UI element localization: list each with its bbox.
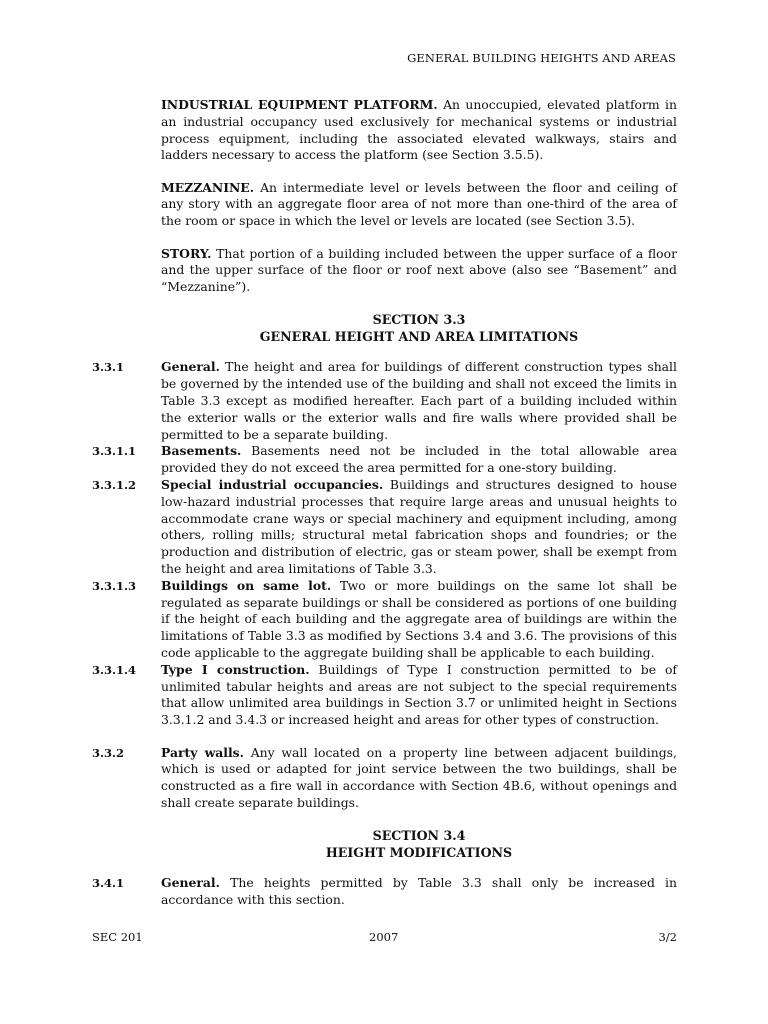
section-title: GENERAL HEIGHT AND AREA LIMITATIONS	[259, 329, 579, 345]
clause-text: The height and area for buildings of different construction types shall be governed by the intended use of the building and shall not exceed the limits in Table 3.3 except as modified hereafter. Each part of a building included within the exterior walls or the exterior walls and fire walls where provided shall be permitted to be a separate building.	[161, 359, 677, 442]
clause-title: Special industrial occupancies.	[161, 477, 384, 493]
clause-text: Two or more buildings on the same lot shall be regulated as separate buildings or shall be considered as portions of one building if the height of each building and the aggregate area of buildings are within the limitations of Table 3.3 as modified by Sections 3.4 and 3.6. The provisions of this code applicable to the aggregate building shall be applicable to each building.	[161, 577, 677, 661]
definition-term: STORY.	[161, 245, 212, 261]
clause-body	[161, 443, 677, 477]
clause-3-3-1-4	[92, 662, 677, 729]
clause-text: Basements need not be included in the total allowable area provided they do not exceed the area permitted for a one-story building.	[161, 443, 677, 476]
clause-title: Basements.	[161, 443, 242, 459]
clause-title: Party walls.	[161, 744, 244, 760]
clause-title: General.	[161, 359, 220, 375]
definition-text: An intermediate level or levels between the floor and ceiling of any story with an aggregate floor area of not more than one-third of the area of the room or space in which the level or levels are located (see Section 3.5).	[161, 179, 677, 229]
page-content	[92, 97, 677, 909]
clause-text: Any wall located on a property line between adjacent buildings, which is used or adapted for joint service between the two buildings, shall be constructed as a fire wall in accordance with Section 4B.6, without openings and shall create separate buildings.	[161, 744, 677, 810]
clause-body	[161, 745, 677, 812]
clause-number: 3.3.2	[92, 745, 125, 760]
clause-text: The heights permitted by Table 3.3 shall only be increased in accordance with this section.	[161, 875, 677, 907]
definition-industrial-equipment-platform	[161, 97, 677, 164]
clause-number: 3.3.1.1	[92, 444, 137, 459]
footer-code-reference: SEC 201	[92, 930, 143, 944]
section-3-4-heading	[92, 827, 677, 861]
clause-number: 3.3.1	[92, 360, 125, 375]
clause-3-4-1	[92, 875, 677, 909]
clause-3-3-1-2	[92, 477, 677, 578]
footer-year: 2007	[369, 930, 399, 944]
definition-text: That portion of a building included between the upper surface of a floor and the upper surface of the floor or roof next above (also see “Basement” and “Mezzanine”).	[161, 245, 677, 295]
clause-body	[161, 359, 677, 443]
definitions	[161, 97, 677, 296]
clause-3-3-1-1	[92, 443, 677, 477]
section-number: SECTION 3.3	[372, 312, 466, 328]
clause-title: General.	[161, 875, 220, 891]
section-3-3-heading	[92, 311, 677, 345]
clause-body	[161, 662, 677, 729]
clause-text: Buildings of Type I construction permitted to be of unlimited tabular heights and areas are not subject to the special requirements that allow unlimited area buildings in Section 3.7 or unlimited height in Sections 3.3.1.2 and 3.4.3 or increased height and areas for other types of construction.	[161, 661, 677, 728]
clause-text: Buildings and structures designed to house low-hazard industrial processes that require large areas and unusual heights to accommodate crane ways or special machinery and equipment including, among others, rolling mills; structural metal fabrication shops and foundries; or the production and distribution of electric, gas or steam power, shall be exempt from the height and area limitations of Table 3.3.	[161, 477, 677, 577]
clause-body	[161, 875, 677, 909]
running-header: GENERAL BUILDING HEIGHTS AND AREAS	[407, 51, 676, 65]
clause-3-3-2	[92, 745, 677, 812]
footer-page-number: 3/2	[658, 930, 677, 944]
definition-term: INDUSTRIAL EQUIPMENT PLATFORM.	[161, 97, 438, 112]
definition-story	[161, 246, 677, 296]
clause-title: Type I construction.	[161, 661, 310, 677]
clause-number: 3.3.1.4	[92, 662, 137, 677]
definition-text: An unoccupied, elevated platform in an industrial occupancy used exclusively for mechanical systems or industrial process equipment, including the associated elevated walkways, stairs and ladders necessary to access the platform (see Section 3.5.5).	[161, 97, 677, 163]
clause-number: 3.3.1.3	[92, 578, 137, 593]
clause-3-3-1-3	[92, 578, 677, 662]
section-title: HEIGHT MODIFICATIONS	[325, 845, 513, 861]
definition-mezzanine	[161, 180, 677, 230]
clause-number: 3.3.1.2	[92, 478, 137, 493]
section-number: SECTION 3.4	[372, 828, 466, 844]
clause-body	[161, 578, 677, 662]
clause-body	[161, 477, 677, 578]
clause-3-3-1	[92, 359, 677, 443]
clause-title: Buildings on same lot.	[161, 577, 332, 593]
clause-number: 3.4.1	[92, 876, 125, 891]
definition-term: MEZZANINE.	[161, 179, 255, 195]
